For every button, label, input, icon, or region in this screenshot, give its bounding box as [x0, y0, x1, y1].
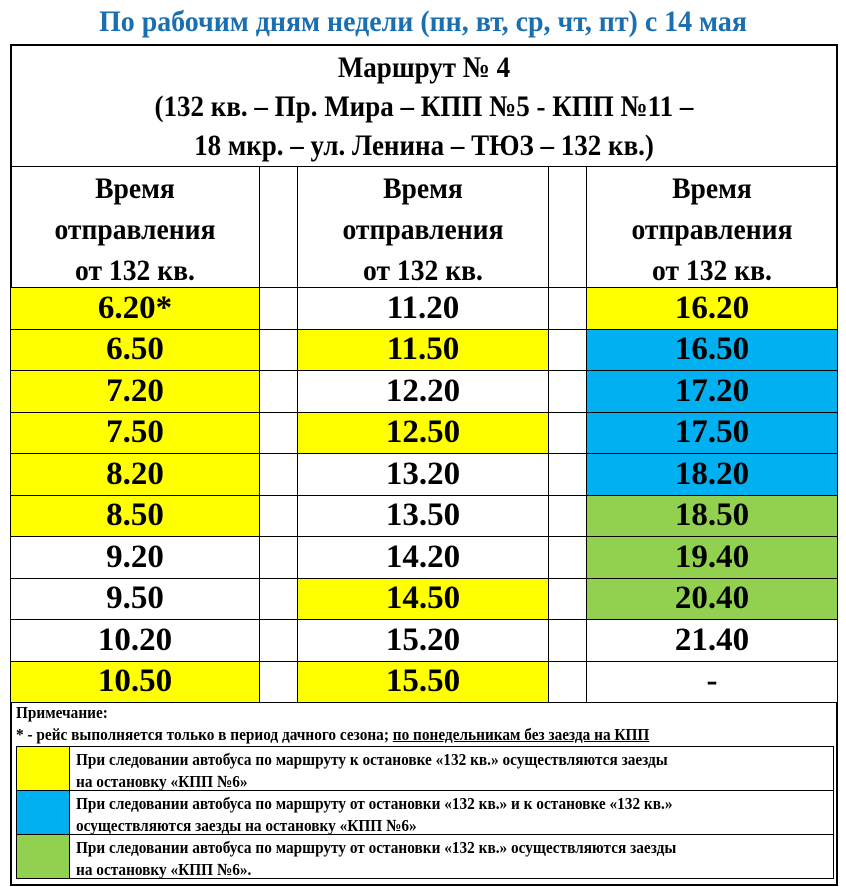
departure-time-cell: 16.20	[586, 287, 838, 330]
column-header-3	[586, 166, 838, 288]
spacer-cell	[259, 370, 298, 413]
spacer-cell	[259, 661, 298, 704]
spacer-cell	[548, 287, 587, 330]
route-path-line-1: (132 кв. – Пр. Мира – КПП №5 - КПП №11 –	[154, 90, 694, 123]
column-header-1	[10, 166, 260, 288]
spacer-cell	[548, 495, 587, 538]
legend-text-line: При следовании автобуса по маршруту от остановки «132 кв.» осуществляются заезды	[76, 838, 677, 857]
column-header-line: от 132 кв.	[363, 254, 483, 287]
departure-time-cell: 15.20	[297, 619, 549, 662]
legend-text-line: на остановку «КПП №6».	[76, 860, 252, 879]
column-header-line: отправления	[631, 213, 793, 246]
departure-time-cell: 19.40	[586, 536, 838, 579]
departure-time-cell: 10.50	[10, 661, 260, 704]
departure-time-cell: 6.50	[10, 329, 260, 372]
departure-time-cell: 9.20	[10, 536, 260, 579]
spacer-cell	[548, 536, 587, 579]
legend-text-line: При следовании автобуса по маршруту от остановки «132 кв.» и к остановке «132 кв.»	[76, 794, 673, 813]
departure-time-cell: 12.20	[297, 370, 549, 413]
column-header-line: отправления	[342, 213, 504, 246]
legend-row-yellow	[16, 746, 834, 791]
departure-time-cell: 21.40	[586, 619, 838, 662]
departure-time-cell: 14.20	[297, 536, 549, 579]
departure-time-cell: 10.20	[10, 619, 260, 662]
column-header-line: отправления	[54, 213, 216, 246]
spacer-cell	[548, 412, 587, 455]
departure-time-cell: 11.20	[297, 287, 549, 330]
route-path-line-2: 18 мкр. – ул. Ленина – ТЮЗ – 132 кв.)	[194, 129, 654, 162]
departure-time-cell: 13.20	[297, 453, 549, 496]
departure-time-cell: 8.20	[10, 453, 260, 496]
departure-time-cell: 11.50	[297, 329, 549, 372]
route-number: Маршрут № 4	[337, 51, 511, 84]
legend-text	[70, 747, 739, 790]
legend-swatch-yellow	[17, 747, 70, 790]
notes-label: Примечание:	[16, 703, 108, 722]
departure-time-cell: 17.50	[586, 412, 838, 455]
spacer-cell	[548, 619, 587, 662]
spacer-cell	[259, 166, 298, 288]
departure-time-cell: 15.50	[297, 661, 549, 704]
departure-time-cell: 7.20	[10, 370, 260, 413]
departure-time-cell: 8.50	[10, 495, 260, 538]
departure-time-cell: 16.50	[586, 329, 838, 372]
departure-time-cell: 18.50	[586, 495, 838, 538]
legend-text-line: При следовании автобуса по маршруту к остановке «132 кв.» осуществляются заезды	[76, 750, 668, 769]
spacer-cell	[259, 453, 298, 496]
legend-text	[70, 791, 745, 834]
column-header-line: Время	[672, 172, 752, 205]
legend-text-line: на остановку «КПП №6»	[76, 772, 248, 791]
departure-time-cell: -	[586, 661, 838, 704]
spacer-cell	[548, 166, 587, 288]
spacer-cell	[548, 578, 587, 621]
spacer-cell	[259, 329, 298, 372]
departure-time-cell: 20.40	[586, 578, 838, 621]
route-heading	[10, 44, 838, 166]
asterisk-note-underlined: по понедельникам без заезда на КПП	[392, 725, 650, 744]
spacer-cell	[259, 412, 298, 455]
legend-text-line: осуществляются заезды на остановку «КПП №6»	[76, 816, 417, 835]
legend-text	[70, 835, 749, 878]
asterisk-note	[16, 724, 649, 746]
asterisk-note-text: * - рейс выполняется только в период дачного сезона;	[16, 725, 393, 744]
departure-time-cell: 13.50	[297, 495, 549, 538]
legend-swatch-green	[17, 835, 70, 878]
legend-row-blue	[16, 790, 834, 835]
spacer-cell	[548, 661, 587, 704]
legend-row-green	[16, 834, 834, 879]
spacer-cell	[259, 287, 298, 330]
departure-time-cell: 18.20	[586, 453, 838, 496]
spacer-cell	[259, 619, 298, 662]
spacer-cell	[548, 453, 587, 496]
departure-time-cell: 14.50	[297, 578, 549, 621]
column-header-line: Время	[383, 172, 463, 205]
departure-time-cell: 12.50	[297, 412, 549, 455]
spacer-cell	[548, 329, 587, 372]
legend-swatch-blue	[17, 791, 70, 834]
spacer-cell	[259, 578, 298, 621]
departure-time-cell: 17.20	[586, 370, 838, 413]
spacer-cell	[259, 536, 298, 579]
column-header-line: от 132 кв.	[652, 254, 772, 287]
spacer-cell	[548, 370, 587, 413]
column-header-line: от 132 кв.	[75, 254, 195, 287]
column-header-2	[297, 166, 549, 288]
column-header-line: Время	[95, 172, 175, 205]
departure-time-cell: 6.20*	[10, 287, 260, 330]
spacer-cell	[259, 495, 298, 538]
page-title: По рабочим дням недели (пн, вт, ср, чт, пт) с 14 мая	[99, 5, 747, 38]
departure-time-cell: 9.50	[10, 578, 260, 621]
departure-time-cell: 7.50	[10, 412, 260, 455]
